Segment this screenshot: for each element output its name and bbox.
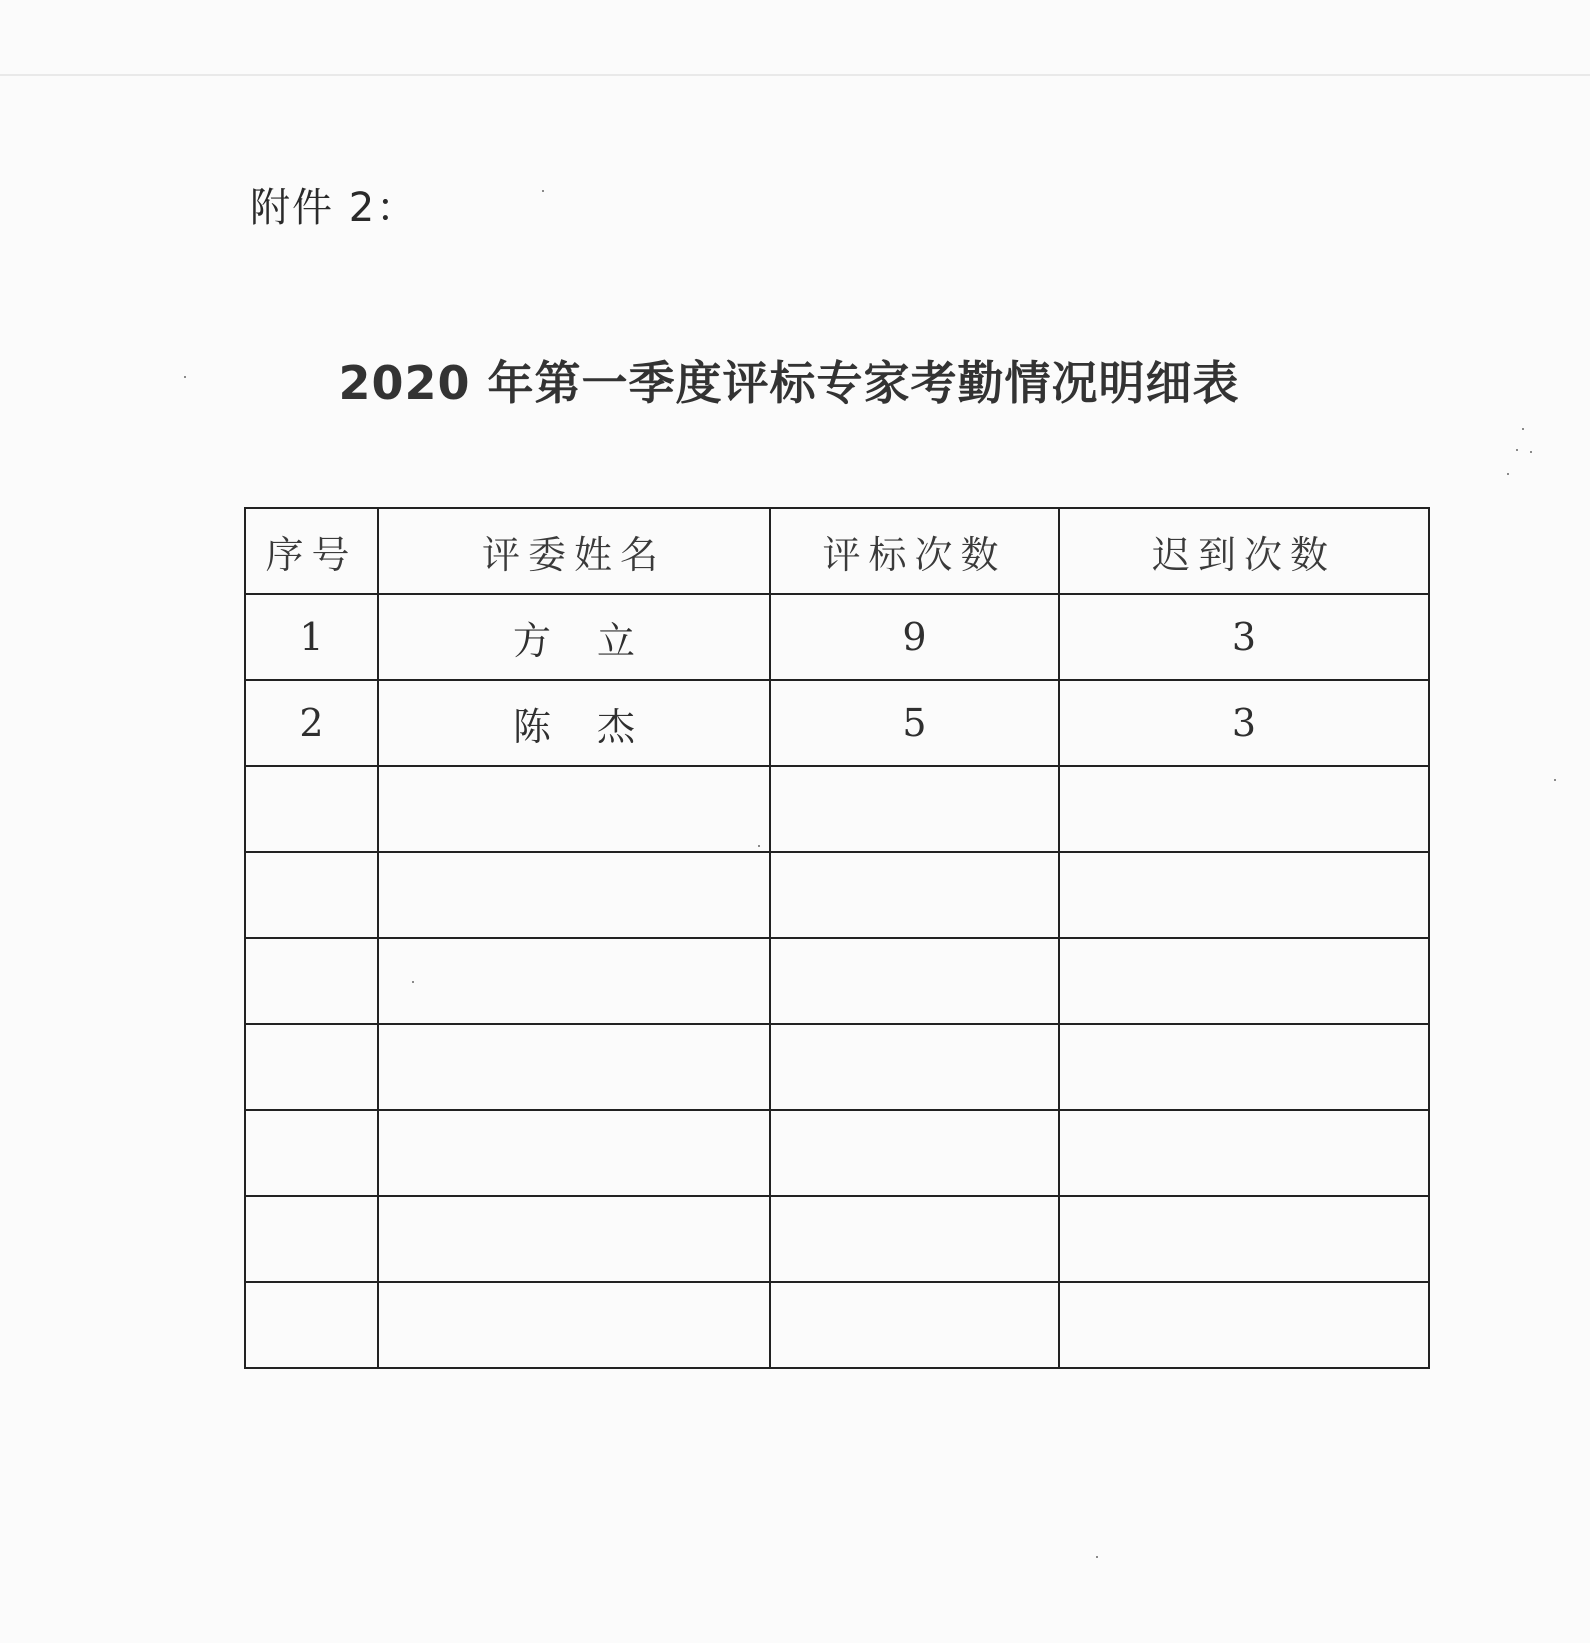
cell-serial-number [245,1282,378,1368]
attachment-label: 附件 2： [250,185,419,231]
cell-serial-number [245,1196,378,1282]
scan-speck [1554,779,1556,781]
cell-evaluation-count: 5 [770,680,1059,766]
table-row [245,1110,1429,1196]
cell-evaluation-count [770,938,1059,1024]
cell-evaluation-count [770,1196,1059,1282]
table-row [245,680,1429,766]
cell-late-count [1059,1110,1429,1196]
cell-serial-number [245,1024,378,1110]
cell-serial-number: 2 [245,680,378,766]
scan-speck [1507,473,1509,475]
cell-evaluation-count [770,1110,1059,1196]
table-row [245,938,1429,1024]
document-title-text: 2020 年第一季度评标专家考勤情况明细表 [338,356,1240,410]
cell-expert-name [378,1282,770,1368]
attendance-table [244,507,1430,1369]
scan-speck [412,981,414,983]
cell-evaluation-count [770,1282,1059,1368]
cell-evaluation-count [770,1024,1059,1110]
cell-expert-name: 方立 [378,594,770,680]
cell-late-count: 3 [1059,594,1429,680]
cell-expert-name [378,1024,770,1110]
table-row [245,594,1429,680]
table-header-row [245,508,1429,594]
cell-evaluation-count [770,766,1059,852]
cell-serial-number: 1 [245,594,378,680]
cell-serial-number [245,852,378,938]
cell-late-count [1059,938,1429,1024]
scan-edge-line [0,74,1590,76]
cell-expert-name: 陈杰 [378,680,770,766]
header-expert-name: 评委姓名 [378,508,770,594]
cell-expert-name [378,852,770,938]
table-row [245,1282,1429,1368]
cell-late-count [1059,1282,1429,1368]
cell-evaluation-count: 9 [770,594,1059,680]
scan-speck [184,376,186,378]
scan-speck [1522,428,1524,430]
cell-serial-number [245,1110,378,1196]
cell-late-count [1059,766,1429,852]
scan-speck [1516,449,1518,451]
table-row [245,852,1429,938]
cell-expert-name [378,1110,770,1196]
table-row [245,1196,1429,1282]
cell-late-count [1059,852,1429,938]
cell-evaluation-count [770,852,1059,938]
table-row [245,766,1429,852]
scan-speck [1530,451,1532,453]
header-evaluation-count: 评标次数 [770,508,1059,594]
table-row [245,1024,1429,1110]
header-serial-number: 序号 [245,508,378,594]
scan-speck [1096,1556,1098,1558]
cell-late-count [1059,1024,1429,1110]
header-late-count: 迟到次数 [1059,508,1429,594]
cell-late-count: 3 [1059,680,1429,766]
cell-serial-number [245,766,378,852]
document-title [0,347,1590,413]
cell-expert-name [378,938,770,1024]
cell-serial-number [245,938,378,1024]
scan-speck [542,190,544,192]
cell-expert-name [378,766,770,852]
cell-expert-name [378,1196,770,1282]
scan-speck [758,845,760,847]
cell-late-count [1059,1196,1429,1282]
